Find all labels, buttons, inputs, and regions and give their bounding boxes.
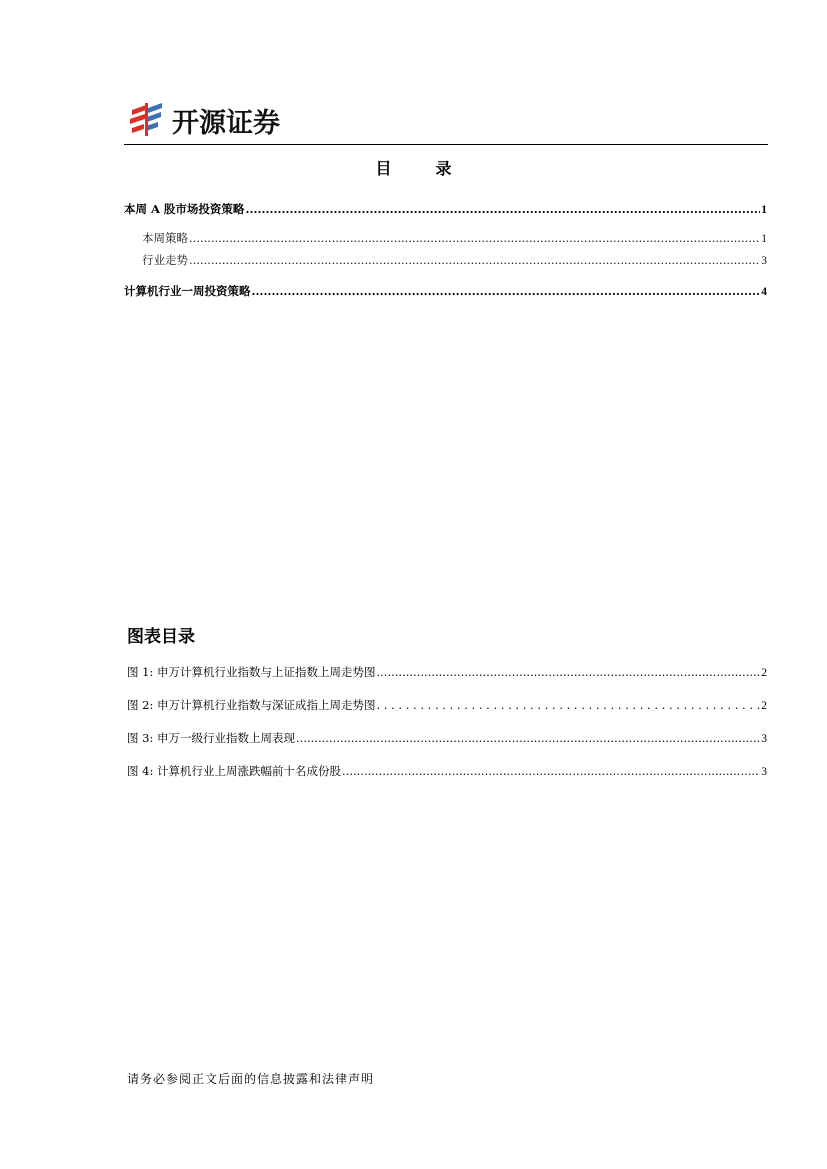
figure-entry-page: 3 bbox=[761, 766, 767, 778]
footer-disclaimer: 请务必参阅正文后面的信息披露和法律声明 bbox=[127, 1072, 375, 1086]
figure-entry[interactable] bbox=[127, 764, 767, 779]
kaiyuan-securities-logo-icon bbox=[128, 102, 168, 138]
toc-entry-page: 4 bbox=[761, 286, 767, 298]
figure-leader-dots bbox=[377, 698, 761, 712]
figure-entry-page: 2 bbox=[761, 667, 767, 679]
toc-entry-label: 本周 A 股市场投资策略 bbox=[124, 202, 245, 216]
company-logo bbox=[128, 100, 280, 140]
toc-leader-dots bbox=[189, 253, 760, 267]
toc-title: 目录 bbox=[375, 159, 496, 178]
header-divider bbox=[124, 144, 768, 145]
toc-entry-page: 3 bbox=[761, 255, 767, 267]
figure-entry[interactable] bbox=[127, 665, 767, 680]
figure-entry-label: 图 4: 计算机行业上周涨跌幅前十名成份股 bbox=[127, 764, 342, 778]
figures-heading: 图表目录 bbox=[127, 627, 195, 647]
toc-entry-label: 本周策略 bbox=[142, 231, 188, 245]
toc-leader-dots bbox=[189, 231, 760, 245]
figure-leader-dots bbox=[342, 764, 760, 778]
figure-entry-label: 图 2: 申万计算机行业指数与深证成指上周走势图 bbox=[127, 698, 376, 712]
toc-leader-dots bbox=[252, 284, 761, 298]
figure-entry-label: 图 3: 申万一级行业指数上周表现 bbox=[127, 731, 296, 745]
logo-text: 开源证券 bbox=[172, 107, 280, 139]
toc-entry[interactable] bbox=[124, 284, 767, 299]
figure-leader-dots bbox=[296, 731, 760, 745]
toc-entry-label: 计算机行业一周投资策略 bbox=[124, 284, 251, 298]
figure-entry-page: 3 bbox=[761, 733, 767, 745]
toc-leader-dots bbox=[245, 202, 760, 216]
toc-entry-label: 行业走势 bbox=[142, 253, 188, 267]
toc-entry-page: 1 bbox=[761, 204, 767, 216]
figure-entry-page: 2 bbox=[761, 700, 767, 712]
figure-leader-dots bbox=[377, 665, 761, 679]
toc-entry[interactable] bbox=[124, 202, 767, 217]
figure-entry-label: 图 1: 申万计算机行业指数与上证指数上周走势图 bbox=[127, 665, 376, 679]
toc-entry[interactable] bbox=[142, 231, 767, 246]
figure-entry[interactable] bbox=[127, 731, 767, 746]
toc-entry-page: 1 bbox=[761, 233, 767, 245]
figure-entry[interactable] bbox=[127, 698, 767, 713]
toc-entry[interactable] bbox=[142, 253, 767, 268]
